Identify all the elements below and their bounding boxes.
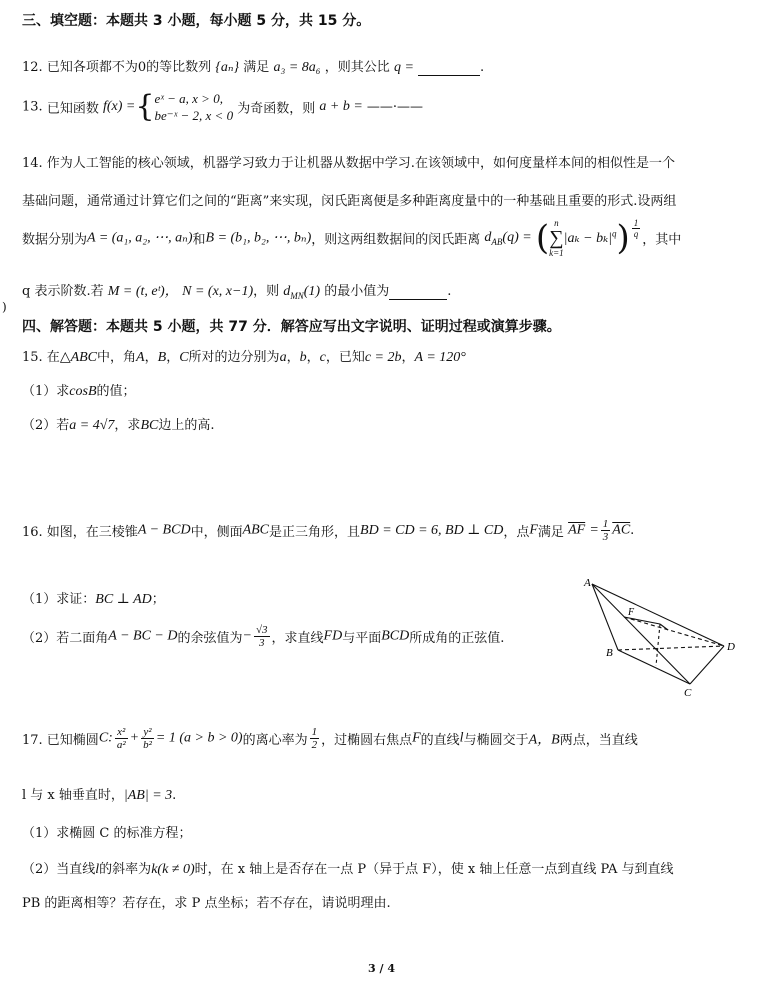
q14-sum-top: n bbox=[554, 218, 559, 228]
q15-part-2 bbox=[22, 414, 214, 434]
q16-stem-c: 是正三角形，且 bbox=[269, 525, 361, 540]
q15-p1-a: （1）求 bbox=[22, 384, 70, 399]
q14-point-m: M = (t, eᵗ) bbox=[107, 284, 165, 299]
q12-text-c: 满足 bbox=[243, 60, 270, 75]
q17-part-1: （1）求椭圆 C 的标准方程； bbox=[22, 826, 192, 841]
q17-points-ab: A，B bbox=[528, 732, 560, 748]
q13-brace: { bbox=[135, 89, 155, 124]
label-b: B bbox=[606, 647, 613, 659]
q14-line4-a: q 表示阶数.若 bbox=[22, 284, 104, 299]
q13-case-2: be⁻ˣ − 2, x < 0 bbox=[154, 108, 234, 123]
q13-case-1: eˣ − a, x > 0, bbox=[154, 91, 223, 106]
edge-bc bbox=[618, 650, 690, 684]
q14-dmn-arg: (1) bbox=[303, 284, 321, 299]
q15-stem-c: 所对的边分别为 bbox=[188, 350, 280, 365]
q16-p2-e: 所成角的正弦值. bbox=[409, 631, 505, 646]
q17-part-2 bbox=[22, 858, 674, 878]
q14-distance-arg: (q) = bbox=[502, 229, 532, 245]
q17-stem-d: 的直线 bbox=[420, 733, 460, 748]
q16-point-f: F bbox=[529, 522, 538, 538]
q15-p2-c: 边上的高. bbox=[158, 418, 215, 433]
label-c: C bbox=[684, 687, 692, 698]
q15-triangle: △ABC bbox=[59, 350, 98, 365]
q16-p2-line-fd: FD bbox=[323, 628, 343, 644]
q17-line2-a: l 与 x 轴垂直时， bbox=[22, 788, 124, 803]
q17-stem-a: 17. 已知椭圆 bbox=[22, 733, 99, 748]
q15-p1-math: cosB bbox=[69, 384, 97, 399]
q14-end: . bbox=[447, 284, 452, 299]
q16-part-2 bbox=[22, 624, 504, 649]
q14-exp-den: q bbox=[633, 229, 639, 239]
q12-text-a: 已知各项都不为 bbox=[46, 60, 138, 75]
q14-line3-a: 数据分别为 bbox=[22, 232, 88, 248]
q16-p2-c: ，求直线 bbox=[271, 631, 324, 646]
q15-stem-a: 15. 在 bbox=[22, 350, 60, 365]
q14-distance-sub: AB bbox=[491, 236, 503, 247]
q16-p1-math: BC ⊥ AD bbox=[95, 592, 152, 607]
q14-and: 和 bbox=[192, 232, 206, 248]
q15-side-b: b bbox=[299, 350, 307, 365]
edge-ad bbox=[592, 584, 724, 646]
q17-plus: + bbox=[129, 730, 140, 746]
label-f: F bbox=[628, 607, 635, 618]
q15-p1-b: 的值； bbox=[96, 384, 136, 399]
q17-part-2-line-2: PB 的距离相等？若存在，求 P 点坐标；若不存在，请说明理由. bbox=[22, 896, 391, 911]
q12-text-b: 的等比数列 bbox=[146, 60, 212, 75]
q16-pyramid: A − BCD bbox=[137, 522, 191, 538]
q12-q-equals: q = bbox=[393, 60, 414, 75]
q17-b2: b² bbox=[143, 739, 152, 751]
segment-f-aux bbox=[624, 617, 660, 624]
q14-distance: d bbox=[484, 229, 492, 245]
q13-sum: a + b = bbox=[319, 99, 363, 114]
q16-stem-b: 中，侧面 bbox=[190, 525, 243, 540]
question-13 bbox=[22, 90, 423, 124]
q16-stem bbox=[22, 518, 634, 543]
q14-term: |aₖ − bₖ| bbox=[563, 231, 613, 247]
q13-text-a: 已知函数 bbox=[46, 101, 99, 117]
q14-dmn-sub: MN bbox=[290, 290, 304, 301]
q13-text-b: 为奇函数，则 bbox=[237, 101, 316, 117]
q16-stem-e: 满足 bbox=[537, 525, 564, 540]
q17-stem-f: 两点，当直线 bbox=[559, 733, 638, 748]
q14-line-4 bbox=[22, 280, 451, 301]
q17-stem-b: 的离心率为 bbox=[242, 733, 308, 748]
q17-p2-c: 时，在 x 轴上是否存在一点 P（异于点 F），使 x 轴上任意一点到直线 PA 与到直线 bbox=[194, 862, 674, 877]
edge-ac bbox=[592, 584, 690, 684]
segment-aux-vertical bbox=[656, 624, 660, 666]
q17-p2-k: k(k ≠ 0) bbox=[151, 862, 195, 877]
q13-function: f(x) = bbox=[102, 99, 136, 114]
q14-line-1: 14. 作为人工智能的核心领域，机器学习致力于让机器从数据中学习.在该领域中，如何度量样本间的相似性是一个 bbox=[22, 156, 675, 171]
pyramid-figure bbox=[578, 572, 778, 698]
q17-x2: x² bbox=[115, 726, 128, 739]
q16-p2-frac-num: √3 bbox=[255, 624, 268, 636]
q15-side-a: a bbox=[279, 350, 287, 365]
q15-part-1 bbox=[22, 380, 136, 400]
q12-end: . bbox=[480, 60, 485, 75]
q14-right-paren: ) bbox=[616, 218, 630, 258]
q16-condition: BD = CD = 6, BD ⊥ CD bbox=[360, 523, 504, 538]
q14-line3-b: ，则这两组数据间的闵氏距离 bbox=[311, 232, 481, 248]
q14-line3-c: ，其中 bbox=[642, 232, 682, 248]
q14-point-n: ， N = (x, x−1) bbox=[164, 284, 254, 299]
q16-stem-a: 16. 如图，在三棱锥 bbox=[22, 525, 138, 540]
q14-line-3 bbox=[22, 218, 681, 258]
q13-number: 13. bbox=[22, 99, 43, 115]
q15-p2-a: （2）若 bbox=[22, 418, 70, 433]
q14-answer-blank bbox=[389, 284, 447, 300]
q17-stem-c: ，过椭圆右焦点 bbox=[321, 733, 413, 748]
question-12 bbox=[22, 56, 484, 76]
margin-mark: ) bbox=[2, 300, 7, 314]
section-3-heading: 三、填空题：本题共 3 小题，每小题 5 分，共 15 分。 bbox=[22, 13, 371, 29]
q17-e-den: 2 bbox=[311, 739, 318, 751]
q17-p2-b: 的斜率为 bbox=[99, 862, 152, 877]
q13-answer-blank: ——·—— bbox=[366, 99, 424, 115]
q12-number: 12. bbox=[22, 60, 43, 75]
q15-cond-2: A = 120° bbox=[414, 350, 466, 365]
q17-stem bbox=[22, 726, 638, 751]
q15-angle-a: A bbox=[136, 350, 145, 365]
q17-stem-e: 与椭圆交于 bbox=[463, 733, 529, 748]
q15-stem-d: ，已知 bbox=[325, 350, 365, 365]
q15-p2-bc: BC bbox=[140, 418, 159, 433]
q16-p2-plane: BCD bbox=[381, 628, 410, 644]
q14-term-exp: q bbox=[612, 228, 617, 239]
label-a: A bbox=[584, 577, 591, 589]
q15-p2-math: a = 4√7 bbox=[69, 418, 115, 433]
q17-y2: y² bbox=[141, 726, 154, 739]
q15-stem: 15. 在△ABC中，角A，B，C所对的边分别为a，b，c，已知c = 2b，A = 120° bbox=[22, 350, 466, 365]
edge-cd bbox=[690, 646, 724, 684]
q12-text-d: ，则其公比 bbox=[324, 60, 390, 75]
q16-vector-ac: $\overline{AC}$ bbox=[612, 522, 631, 538]
q16-p2-d: 与平面 bbox=[342, 631, 382, 646]
q16-stem-d: ，点 bbox=[503, 525, 530, 540]
q16-face: ABC bbox=[242, 522, 270, 538]
q17-line-2 bbox=[22, 784, 176, 804]
label-d: D bbox=[727, 641, 735, 653]
q17-p2-l: l bbox=[95, 862, 100, 877]
q15-stem-b: 中，角 bbox=[97, 350, 137, 365]
q17-equation-rhs: = 1 (a > b > 0) bbox=[155, 730, 243, 746]
q17-line2-b: . bbox=[172, 788, 177, 803]
q16-p2-frac-den: 3 bbox=[258, 637, 265, 649]
q17-line-l: l bbox=[459, 730, 464, 746]
q16-p2-neg: − bbox=[242, 628, 252, 644]
q15-angle-c: C bbox=[179, 350, 189, 365]
q12-condition: a₃ = 8a₆ bbox=[273, 60, 321, 75]
q15-cond-1: c = 2b bbox=[364, 350, 402, 365]
q17-a2: a² bbox=[116, 739, 126, 751]
q16-p2-math: A − BC − D bbox=[108, 628, 178, 644]
q12-answer-blank bbox=[418, 60, 480, 76]
q17-abs-ab: |AB| = 3 bbox=[123, 788, 173, 803]
q16-p2-b: 的余弦值为 bbox=[177, 631, 243, 646]
q14-left-paren: ( bbox=[535, 218, 550, 258]
q14-dmn: d bbox=[283, 284, 291, 299]
q14-exp-num: 1 bbox=[633, 218, 639, 228]
edge-bd bbox=[618, 646, 724, 650]
q16-end: . bbox=[630, 523, 635, 538]
page-number: 3 / 4 bbox=[368, 962, 395, 975]
q15-angle-b: B bbox=[157, 350, 167, 365]
q16-vector-af: $\overline{AF}$ bbox=[568, 522, 586, 538]
q16-frac-den: 3 bbox=[602, 531, 609, 543]
segment-aux-tick bbox=[660, 624, 668, 630]
q17-ellipse-name: C: bbox=[98, 730, 113, 746]
q14-line-2: 基础问题，通常通过计算它们之间的“距离”来实现，闵氏距离便是多种距离度量中的一种基础且重要的形式.设两组 bbox=[22, 194, 677, 209]
q12-zero: 0 bbox=[137, 60, 147, 75]
q16-equals: = bbox=[589, 522, 599, 538]
q14-sum-symbol: ∑ bbox=[549, 227, 564, 249]
q16-p1-b: ； bbox=[151, 592, 165, 607]
q14-set-b: B = (b₁, b₂, ⋯, bₙ) bbox=[205, 230, 312, 246]
q16-frac-num: 1 bbox=[602, 518, 609, 530]
q16-p2-a: （2）若二面角 bbox=[22, 631, 109, 646]
q15-p2-b: ，求 bbox=[114, 418, 141, 433]
q14-line4-b: ，则 bbox=[253, 284, 280, 299]
q14-set-a: A = (a₁, a₂, ⋯, aₙ) bbox=[87, 230, 193, 246]
q14-sum-bottom: k=1 bbox=[549, 248, 564, 258]
q16-p1-a: （1）求证： bbox=[22, 592, 96, 607]
q17-p2-a: （2）当直线 bbox=[22, 862, 96, 877]
section-4-heading: 四、解答题：本题共 5 小题，共 77 分．解答应写出文字说明、证明过程或演算步骤。 bbox=[22, 319, 561, 335]
q15-side-c: c bbox=[319, 350, 326, 365]
q17-focus-f: F bbox=[412, 730, 421, 746]
q17-e-num: 1 bbox=[311, 726, 318, 738]
q14-line4-c: 的最小值为 bbox=[324, 284, 390, 299]
q12-sequence: {aₙ} bbox=[215, 60, 240, 75]
q16-part-1 bbox=[22, 588, 165, 608]
